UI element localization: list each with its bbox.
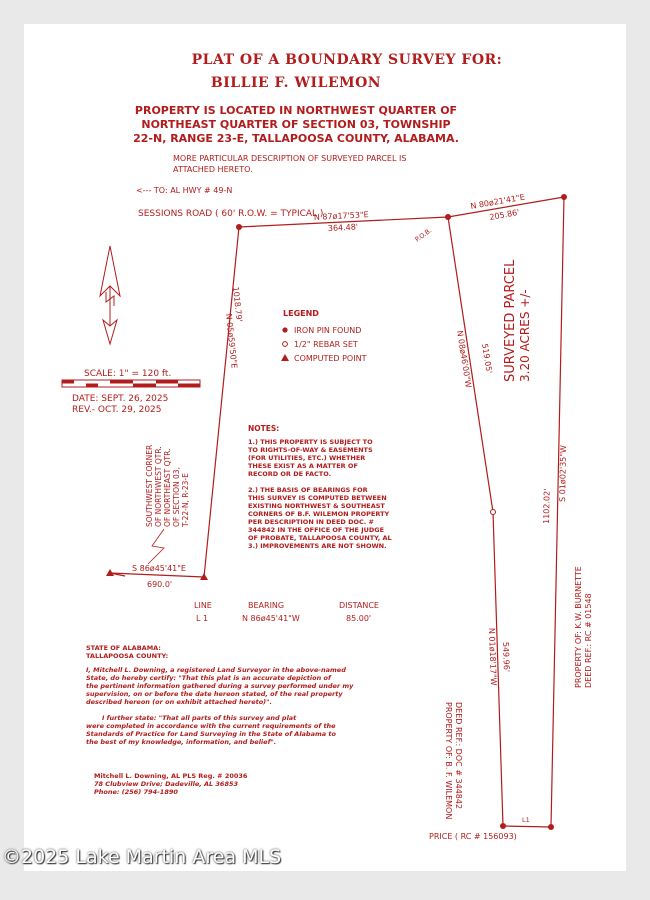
- surveyor-name: Mitchell L. Downing, AL PLS Reg. # 20036: [94, 772, 248, 780]
- adjoiner-burnette-deed: DEED REF.: RC # 01548: [584, 593, 593, 688]
- north-arrow-icon: [100, 246, 120, 344]
- cert-paragraph-2: [86, 714, 337, 746]
- cert-state: STATE OF ALABAMA:: [86, 644, 161, 652]
- corner-line-4: OF SECTION 03,: [172, 467, 181, 527]
- cert-line: described hereon (or on exhibit attached hereto)".: [86, 698, 273, 706]
- note-line: (FOR UTILITIES, ETC.) WHETHER: [248, 454, 366, 462]
- note-line: OF PROBATE, TALLAPOOSA COUNTY, AL: [248, 534, 392, 542]
- note-line: 344842 IN THE OFFICE OF THE JUDGE: [248, 526, 385, 534]
- cert-line: were completed in accordance with the current requirements of the: [86, 722, 336, 730]
- line-table-header-line: LINE: [194, 601, 212, 610]
- corner-leader: [148, 529, 164, 564]
- sw-corner-label: [145, 445, 190, 528]
- iron-pin-sw: [500, 823, 506, 829]
- iron-pin-ne: [561, 194, 567, 200]
- legend-item-computed: COMPUTED POINT: [294, 354, 367, 363]
- client-name: BILLIE F. WILEMON: [210, 75, 382, 91]
- iron-pin-pob: [445, 214, 451, 220]
- line-table-header-distance: DISTANCE: [339, 601, 379, 610]
- cert-line: Standards of Practice for Land Surveying in the State of Alabama to: [86, 730, 336, 738]
- east-line-distance: 1102.02': [542, 488, 552, 525]
- west-line-bearing: N 05ø59'50"E: [224, 313, 239, 369]
- cert-line: the best of my knowledge, information, and belief".: [86, 738, 277, 746]
- description-note-1: MORE PARTICULAR DESCRIPTION OF SURVEYED PARCEL IS: [173, 154, 407, 163]
- parcel-acres: 3.20 ACRES +/-: [518, 289, 532, 382]
- road-name: SESSIONS ROAD ( 60' R.O.W. = TYPICAL ): [138, 209, 324, 219]
- rebar-legend-icon: [283, 342, 288, 347]
- cert-line: I, Mitchell L. Downing, a registered Land Surveyor in the above-named: [86, 666, 346, 674]
- iron-pin-legend-icon: [282, 327, 287, 332]
- south-line-bearing: S 86ø45'41"E: [132, 564, 186, 573]
- scale-bar: [62, 380, 200, 387]
- north-line-bearing: N 87ø17'53"E: [313, 210, 369, 222]
- line-table-cell-bearing: N 86ø45'41"W: [242, 614, 300, 623]
- cert-line: the pertinent information gathered during a survey performed under my: [86, 682, 354, 690]
- note-line: 1.) THIS PROPERTY IS SUBJECT TO: [248, 438, 373, 446]
- adjoiner-price: PRICE ( RC # 156093): [429, 832, 517, 841]
- plat-title: PLAT OF A BOUNDARY SURVEY FOR:: [191, 52, 503, 68]
- description-note-2: ATTACHED HERETO.: [173, 165, 253, 174]
- location-line-3: 22-N, RANGE 23-E, TALLAPOOSA COUNTY, ALABAMA.: [133, 132, 459, 145]
- note-line: THIS SURVEY IS COMPUTED BETWEEN: [248, 494, 387, 502]
- parcel-name: SURVEYED PARCEL: [503, 259, 518, 382]
- cert-line: I further state: "That all parts of this survey and plat: [102, 714, 297, 722]
- note-line: RECORD OR DE FACTO.: [248, 470, 332, 478]
- se-line-bearing: N 01ø18'17"W: [487, 627, 499, 686]
- ne-line-bearing: N 80ø21'41"E: [469, 192, 526, 211]
- mid-line-bearing: N 08ø46'00"W: [455, 329, 473, 389]
- line-table-cell-line: L 1: [196, 614, 209, 623]
- note-line: 3.) IMPROVEMENTS ARE NOT SHOWN.: [248, 542, 387, 550]
- mid-line-distance: 519.05': [480, 342, 494, 375]
- adjoiner-burnette-owner: PROPERTY OF: K.W. BURNETTE: [574, 566, 583, 688]
- surveyor-phone: Phone: (256) 794-1890: [94, 788, 178, 796]
- highway-direction: <--- TO: AL HWY # 49-N: [136, 186, 233, 195]
- notes-title: NOTES:: [248, 424, 280, 433]
- corner-line-3: OF NORTHEAST QTR.: [163, 448, 172, 527]
- survey-date: DATE: SEPT. 26, 2025: [72, 394, 169, 404]
- cert-line: State, do hereby certify: "That this plat is an accurate depiction of: [86, 674, 331, 682]
- adjoiner-wilemon-owner: PROPERTY OF: B. F. WILEMON: [444, 702, 453, 820]
- line-table-header-bearing: BEARING: [248, 601, 285, 610]
- note-line: TO RIGHTS-OF-WAY & EASEMENTS: [248, 446, 373, 454]
- note-line: 2.) THE BASIS OF BEARINGS FOR: [248, 486, 368, 494]
- location-line-2: NORTHEAST QUARTER OF SECTION 03, TOWNSHIP: [141, 118, 451, 131]
- cert-county: TALLAPOOSA COUNTY:: [86, 652, 169, 660]
- l1-label: L1: [522, 816, 530, 824]
- corner-line-5: T-22-N, R-23-E: [181, 473, 190, 527]
- cert-paragraph-1: [86, 666, 354, 706]
- ne-line-distance: 205.86': [488, 207, 521, 222]
- legend-item-rebar: 1/2" REBAR SET: [294, 340, 358, 349]
- computed-point-legend-icon: [281, 354, 289, 361]
- location-line-1: PROPERTY IS LOCATED IN NORTHWEST QUARTER OF: [134, 104, 458, 117]
- cert-line: supervision, on or before the date hereon stated, of the real property: [86, 690, 343, 698]
- corner-line-1: SOUTHWEST CORNER: [145, 444, 154, 527]
- se-line-distance: 549.96': [501, 641, 512, 673]
- legend-title: LEGEND: [283, 309, 319, 318]
- corner-line-2: OF NORTHWEST QTR.: [154, 446, 163, 527]
- adjoiner-wilemon-deed: DEED REF.: DOC # 344842: [454, 702, 463, 810]
- plat-drawing: [24, 24, 626, 871]
- scale-label: SCALE: 1" = 120 ft.: [84, 369, 172, 379]
- pob-label: P.O.B.: [413, 226, 434, 244]
- note-line: THESE EXIST AS A MATTER OF: [248, 462, 358, 470]
- north-line-distance: 364.48': [327, 222, 359, 233]
- rebar-set-point: [491, 510, 496, 515]
- iron-pin-se: [548, 824, 554, 830]
- south-line-distance: 690.0': [147, 580, 173, 589]
- note-line: CORNERS OF B.F. WILEMON PROPERTY: [248, 510, 390, 518]
- east-line-bearing: S 01ø02'35"W: [558, 445, 568, 503]
- note-line: EXISTING NORTHWEST & SOUTHEAST: [248, 502, 385, 510]
- survey-sheet: [24, 24, 626, 871]
- surveyor-address: 78 Clubview Drive; Dadeville, AL 36853: [94, 780, 239, 788]
- mls-watermark: ©2025 Lake Martin Area MLS: [2, 846, 282, 868]
- computed-point-sw: [106, 569, 114, 576]
- notes-body: [248, 438, 392, 550]
- note-line: PER DESCRIPTION IN DEED DOC. #: [248, 518, 374, 526]
- line-table-cell-distance: 85.00': [346, 614, 372, 623]
- revision-date: REV.- OCT. 29, 2025: [72, 405, 162, 415]
- legend-item-iron-pin: IRON PIN FOUND: [294, 326, 362, 335]
- iron-pin-nw: [236, 224, 242, 230]
- west-line-distance: 1018.79': [231, 286, 244, 323]
